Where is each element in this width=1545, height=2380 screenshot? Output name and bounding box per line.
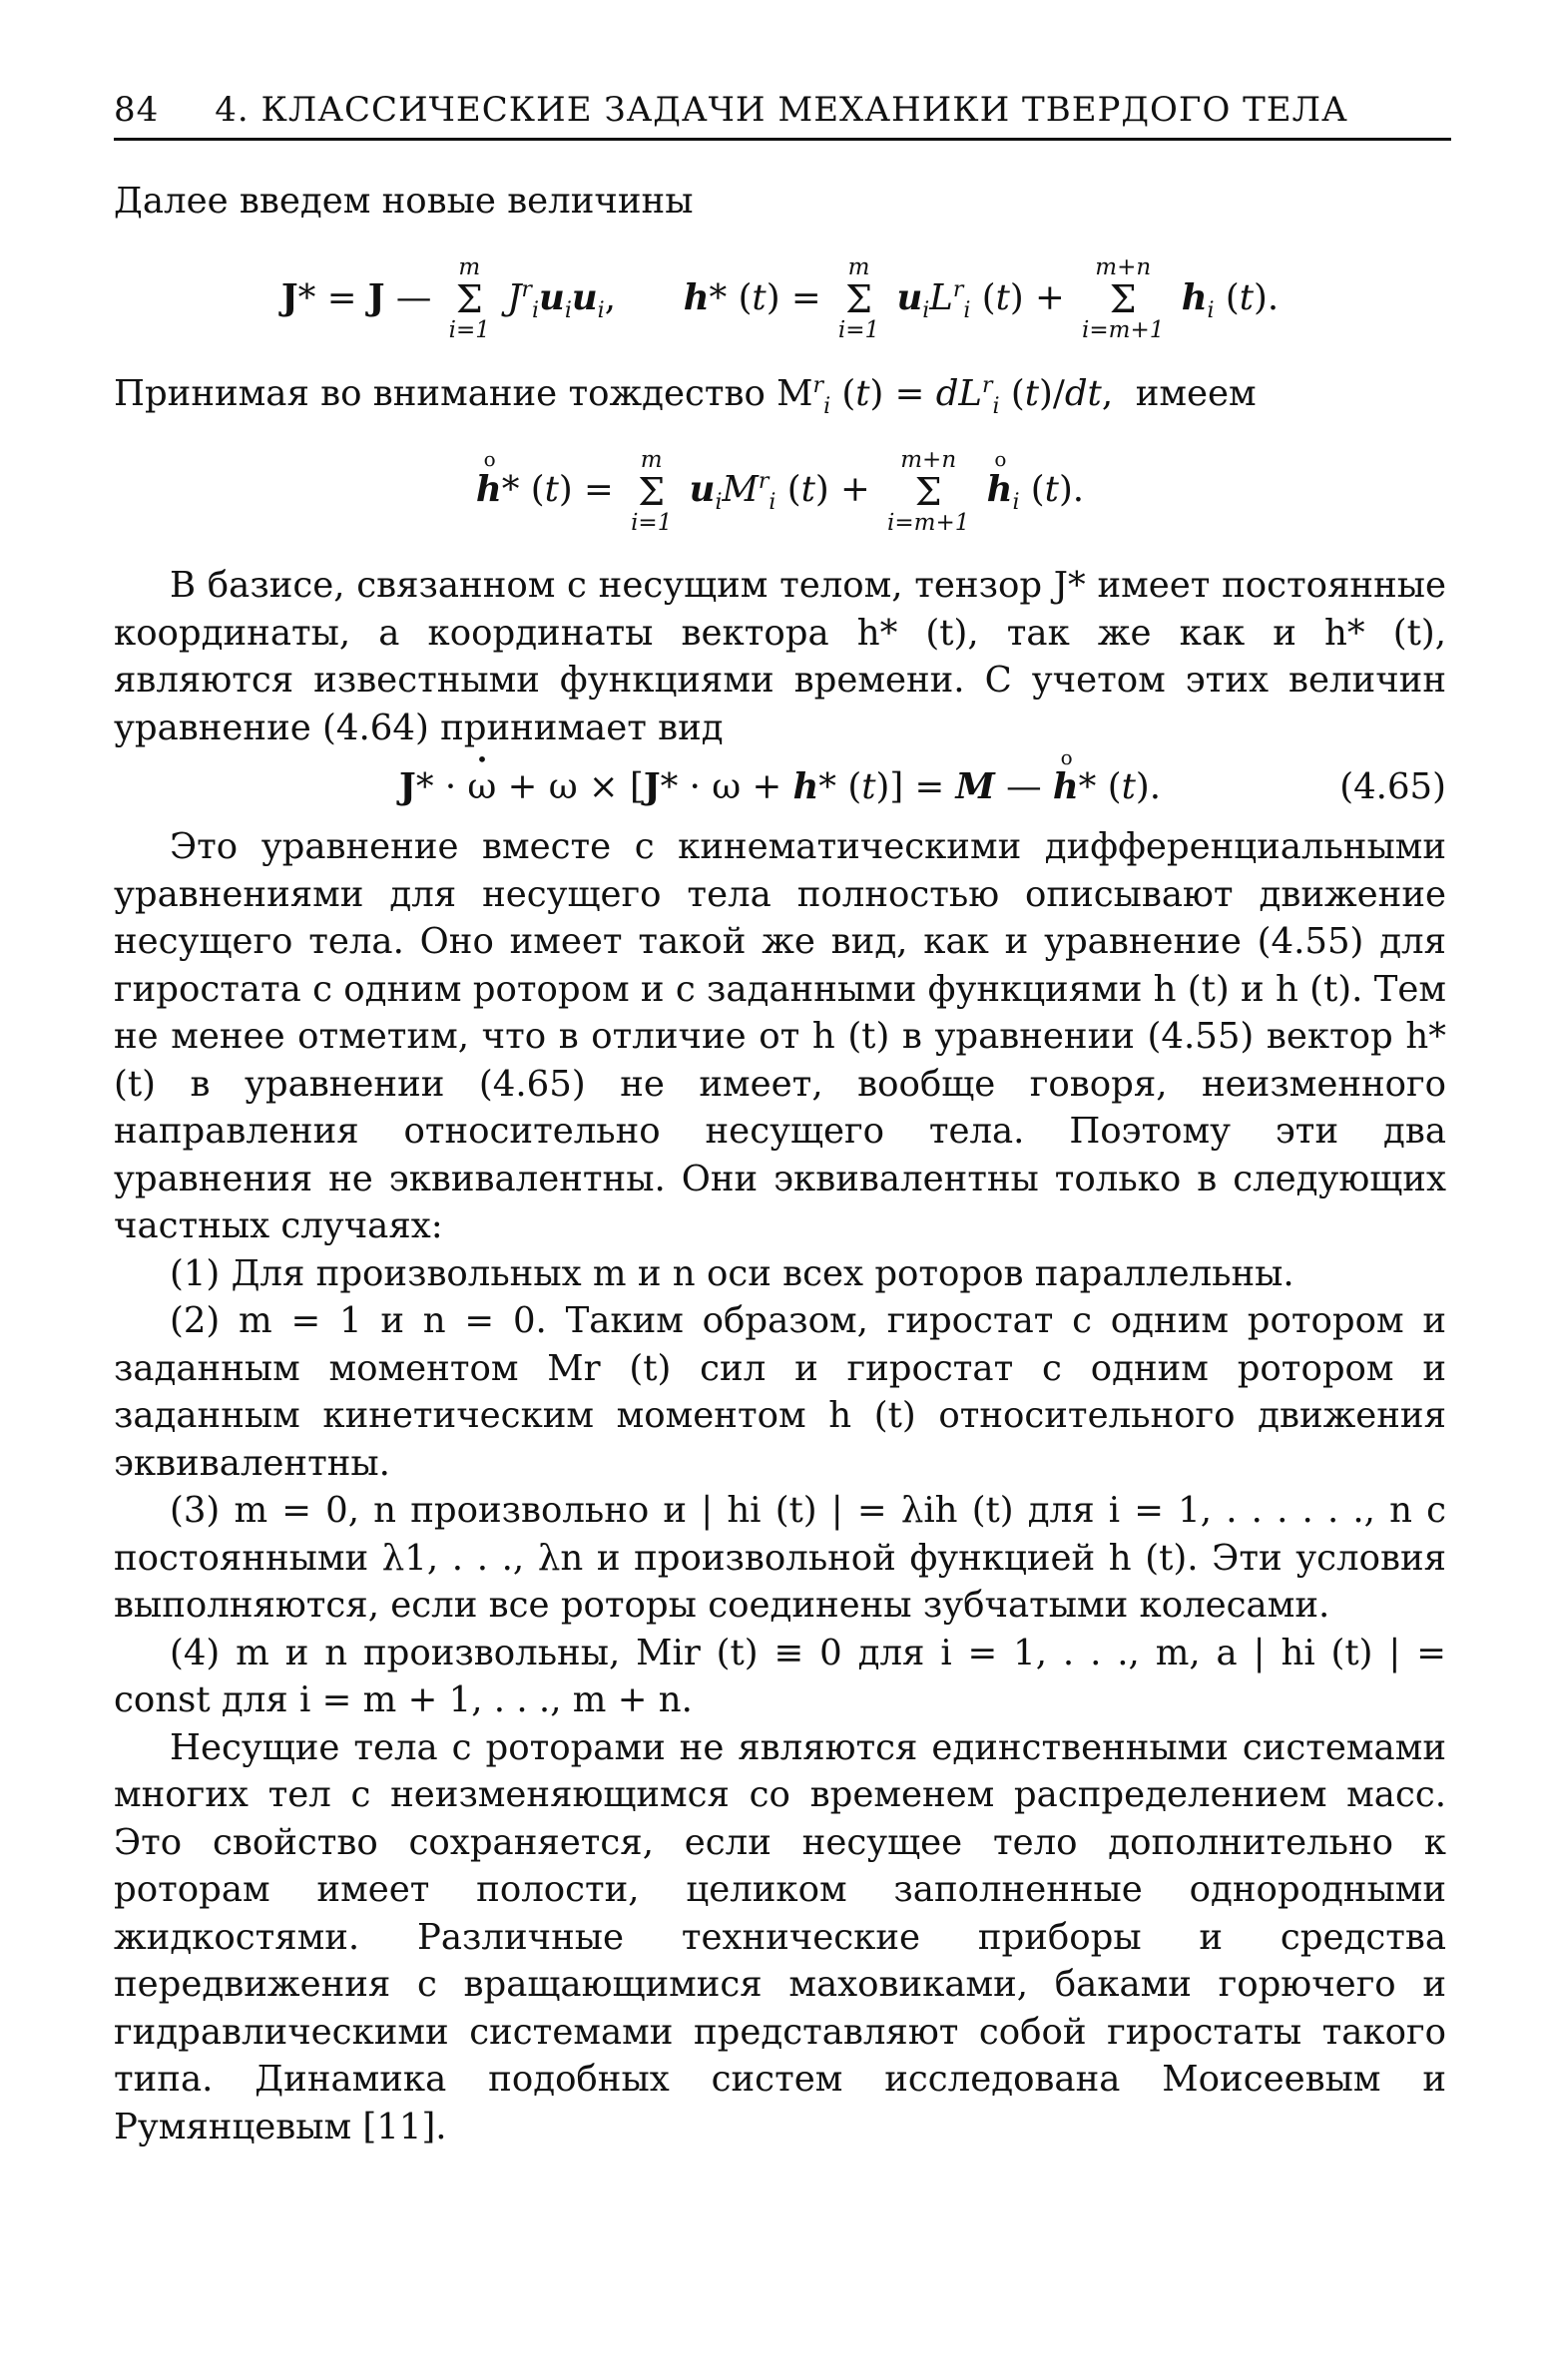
case-4: (4) m и n произвольны, Mir (t) ≡ 0 для i = 1, . . ., m, а | hi (t) | = const для i = m + 1, . . ., m + n. [114,1632,1446,1720]
equation-4-65: J* · • ω + ω × [J* · ω + h* (t)] = M — o h* (t). (4.65) [114,757,1446,817]
case-1: (1) Для произвольных m и n оси всех роторов параллельны. [170,1252,1294,1294]
running-header [114,90,1451,141]
case-2: (2) m = 1 и n = 0. Таким образом, гиростат с одним ротором и заданным моментом Mr (t) сил и гиростат с одним ротором и заданным кинетическим моментом h (t) относительного движения эквивалентны. [114,1300,1446,1484]
paragraph-intro: Далее введем новые величины [114,181,694,222]
sum-operator: m Σ i=1 [448,254,490,343]
page-number: 84 [114,90,160,130]
paragraph-accepting: Принимая во внимание тождество $M^r_i$ $(t) = dL^r_i$ (t)/dt, имеем [114,372,1257,419]
paragraph-this-equation: Это уравнение вместе с кинематическими дифференциальными уравнениями для несущего тела полностью описывают движение несущего тела. Оно имеет такой же вид, как и уравнение (4.55) для гиростата с одним ротором и с заданными функциями h (t) и h (t). Тем не менее отметим, что в отличие от h (t) в уравнении (4.55) вектор h* (t) в уравнении (4.65) не имеет, вообще говоря, неизменного направления относительно несущего тела. Поэтому эти два уравнения не эквивалентны. Они эквивалентны только в следующих частных случаях: [114,826,1446,1246]
sum-operator: m+n Σ i=m+1 [887,446,970,536]
equation-definitions: J* = J — m Σ i=1 $J^r_iu_iu_i$, h* (t) = m Σ i=1 $u_iL^r_i$ (t) + m+n Σ i=m+1 $h_i$ (t). [280,254,1280,343]
equation-label: (4.65) [1339,766,1446,807]
sum-operator: m Σ i=1 [837,254,880,343]
sum-operator: m Σ i=1 [631,446,673,536]
sum-operator: m+n Σ i=m+1 [1082,254,1165,343]
running-title: 4. КЛАССИЧЕСКИЕ ЗАДАЧИ МЕХАНИКИ ТВЕРДОГО ТЕЛА [215,90,1348,130]
equation-derivative: o h* (t) = m Σ i=1 $u_iM^r_i$ (t) + m+n Σ i=m+1 o $h_i$ (t). [114,417,1446,562]
case-3: (3) m = 0, n произвольно и | hi (t) | = λih (t) для i = 1, . . . . . ., n с постоянными λ1, . . ., λn и произвольной функцией h (t). Эти условия выполняются, если все роторы соединены зубчатыми колесами. [114,1490,1446,1626]
paragraph-basis: В базисе, связанном с несущим телом, тензор J* имеет постоянные координаты, а координаты вектора h* (t), так же как и h* (t), являются известными функциями времени. С учетом этих величин уравнение (4.64) принимает вид [114,565,1446,748]
paragraph-closing: Несущие тела с роторами не являются единственными системами многих тел с неизменяющимся со временем распределением масс. Это свойство сохраняется, если несущее тело дополнительно к роторам имеет полости, целиком заполненные однородными жидкостями. Различные технические приборы и средства передвижения с вращающимися маховиками, баками горючего и гидравлическими системами представляют собой гиростаты такого типа. Динамика подобных систем исследована Моисеевым и Румянцевым [11]. [114,1726,1446,2147]
page-body [114,178,1446,2150]
